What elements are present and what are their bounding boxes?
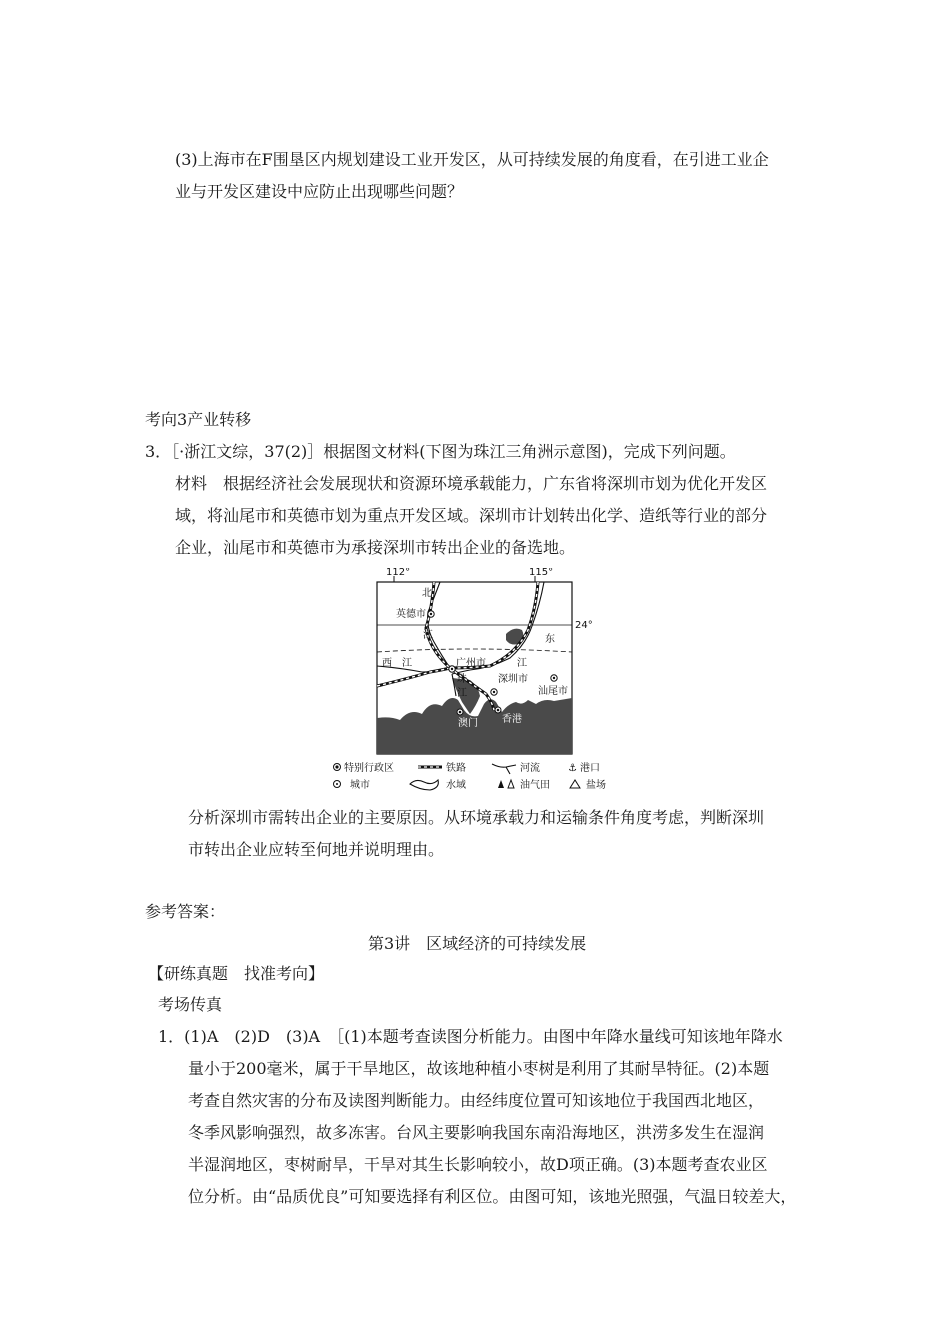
legend-oilgas: 油气田: [520, 780, 550, 791]
label-xianggang: 香港: [502, 714, 522, 725]
question-part3-line2: 业与开发区建设中应防止出现哪些问题？: [175, 182, 464, 201]
legend-river: 河流: [520, 763, 540, 774]
prompt-line2: 市转出企业应转至何地并说明理由。: [188, 840, 445, 859]
sub-title: 考场传真: [158, 995, 223, 1014]
label-jiang-pearl: 江: [457, 688, 467, 699]
answer1-line6: 位分析。由“品质优良”可知要选择有利区位。由图可知，该地光照强，气温日较差大，: [188, 1187, 797, 1206]
answer1-line4: 冬季风影响强烈，故多冻害。台风主要影响我国东南沿海地区，洪涝多发生在湿润: [188, 1123, 765, 1142]
lat-24-label: 24°: [575, 620, 593, 631]
answer1-line2: 量小于200毫米，属于干旱地区，故该地种植小枣树是利用了其耐旱特征。(2)本题: [188, 1059, 770, 1078]
label-dong: 东: [545, 634, 555, 645]
label-jiang-west: 江: [402, 658, 412, 669]
legend-railway: 铁路: [446, 763, 466, 774]
prompt-line1: 分析深圳市需转出企业的主要原因。从环境承载力和运输条件角度考虑，判断深圳: [188, 808, 765, 827]
question-stem: 3．［·浙江文综，37(2)］根据图文材料(下图为珠江三角洲示意图)，完成下列问题。: [145, 442, 736, 461]
material-line1: 材料 根据经济社会发展现状和资源环境承载能力，广东省将深圳市划为优化开发区: [175, 474, 768, 493]
label-aomen: 澳门: [458, 718, 478, 729]
question-part3-line1: (3)上海市在F围垦区内规划建设工业开发区，从可持续发展的角度看，在引进工业企: [175, 150, 769, 169]
legend-sar: 特别行政区: [344, 763, 394, 774]
label-xi: 西: [382, 658, 392, 669]
legend-port: 港口: [580, 763, 600, 774]
material-line3: 企业，汕尾市和英德市为承接深圳市转出企业的备选地。: [175, 538, 576, 557]
map-legend: [334, 761, 607, 791]
block-title: 【研练真题 找准考向】: [148, 964, 325, 983]
label-yingde: 英德市: [396, 609, 426, 620]
label-bei: 北: [422, 588, 432, 599]
label-jiang-east: 江: [517, 658, 527, 669]
label-jiang-north: 江: [423, 630, 433, 641]
label-zhu: 珠: [457, 674, 467, 685]
material-line2: 域，将汕尾市和英德市划为重点开发区域。深圳市计划转出化学、造纸等行业的部分: [175, 506, 768, 525]
pearl-river-delta-map: [330, 568, 620, 798]
lon-112-label: 112°: [386, 568, 411, 578]
answers-heading: 参考答案：: [145, 902, 226, 921]
port-icon: ⚓: [568, 763, 577, 774]
label-shenzhen: 深圳市: [498, 674, 528, 685]
legend-salt: 盐场: [586, 780, 606, 791]
legend-water: 水域: [446, 780, 466, 791]
label-guangzhou: 广州市: [456, 658, 486, 669]
answer1-line5: 半湿润地区，枣树耐旱，干旱对其生长影响较小，故D项正确。(3)本题考查农业区: [188, 1155, 768, 1174]
answer1-line1: 1．(1)A (2)D (3)A ［(1)本题考查读图分析能力。由图中年降水量线可知该地年降水: [158, 1027, 783, 1046]
label-shanwei: 汕尾市: [538, 686, 568, 697]
lon-115-label: 115°: [529, 568, 554, 578]
section-title: 考向3产业转移: [145, 410, 252, 429]
lecture-title: 第3讲 区域经济的可持续发展: [368, 934, 587, 953]
answer1-line3: 考查自然灾害的分布及读图判断能力。由经纬度位置可知该地位于我国西北地区，: [188, 1091, 765, 1110]
legend-city: 城市: [350, 780, 370, 791]
